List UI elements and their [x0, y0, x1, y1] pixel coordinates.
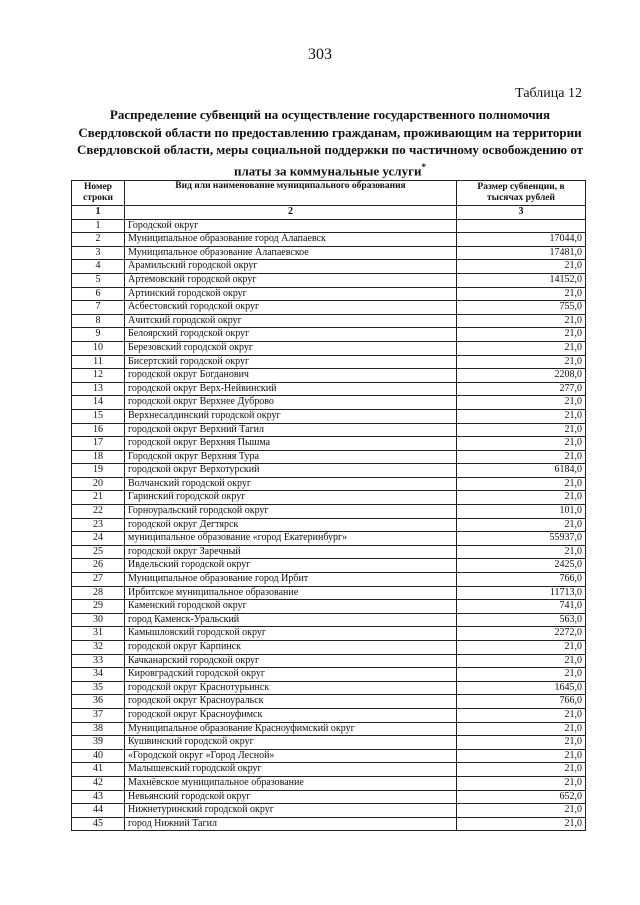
table-row — [72, 545, 586, 559]
subsidy-value: 741,0 — [457, 600, 586, 614]
subsidy-value: 21,0 — [457, 260, 586, 274]
row-number: 39 — [72, 736, 125, 750]
municipality-name: Горноуральский городской округ — [125, 505, 457, 519]
row-number: 13 — [72, 382, 125, 396]
municipality-name: Ивдельский городской округ — [125, 559, 457, 573]
subsidy-value: 21,0 — [457, 736, 586, 750]
municipality-name: Кировградский городской округ — [125, 668, 457, 682]
row-number: 33 — [72, 654, 125, 668]
row-number: 10 — [72, 341, 125, 355]
table-row — [72, 491, 586, 505]
table-row — [72, 355, 586, 369]
municipality-name: город Каменск-Уральский — [125, 613, 457, 627]
row-number: 30 — [72, 613, 125, 627]
municipality-name: Белоярский городской округ — [125, 328, 457, 342]
subsidy-value: 21,0 — [457, 341, 586, 355]
municipality-name: городской округ Верхнее Дуброво — [125, 396, 457, 410]
row-number: 32 — [72, 641, 125, 655]
row-number: 20 — [72, 477, 125, 491]
subsidy-value: 17044,0 — [457, 233, 586, 247]
subsidy-value: 11713,0 — [457, 586, 586, 600]
municipality-name: Муниципальное образование город Алапаевск — [125, 233, 457, 247]
subsidy-value: 21,0 — [457, 668, 586, 682]
subsidy-value: 21,0 — [457, 518, 586, 532]
row-number: 19 — [72, 464, 125, 478]
subsidy-value: 2208,0 — [457, 369, 586, 383]
row-number: 2 — [72, 233, 125, 247]
subsidy-value: 21,0 — [457, 817, 586, 831]
table-row — [72, 505, 586, 519]
municipality-name: городской округ Верхняя Пышма — [125, 437, 457, 451]
municipality-name: Волчанский городской округ — [125, 477, 457, 491]
row-number: 41 — [72, 763, 125, 777]
row-number: 42 — [72, 776, 125, 790]
municipality-name: Кушвинский городской округ — [125, 736, 457, 750]
municipality-name: Ачитский городской округ — [125, 314, 457, 328]
row-number: 38 — [72, 722, 125, 736]
municipality-name: Городской округ — [125, 219, 457, 233]
table-row — [72, 695, 586, 709]
row-number: 17 — [72, 437, 125, 451]
table-row — [72, 450, 586, 464]
municipality-name: Качканарский городской округ — [125, 654, 457, 668]
subsidy-value: 21,0 — [457, 776, 586, 790]
row-number: 29 — [72, 600, 125, 614]
table-row — [72, 627, 586, 641]
table-row — [72, 382, 586, 396]
header-row — [72, 181, 586, 206]
municipality-name: городской округ Краснотурьинск — [125, 681, 457, 695]
municipality-name: Березовский городской округ — [125, 341, 457, 355]
row-number: 3 — [72, 246, 125, 260]
subsidy-value: 21,0 — [457, 396, 586, 410]
subsidy-value: 755,0 — [457, 301, 586, 315]
municipality-name: городской округ Верх-Нейвинский — [125, 382, 457, 396]
municipality-name: Махнёвское муниципальное образование — [125, 776, 457, 790]
subsidy-value: 14152,0 — [457, 273, 586, 287]
subsidy-value: 21,0 — [457, 491, 586, 505]
row-number: 15 — [72, 409, 125, 423]
table-row — [72, 287, 586, 301]
municipality-name: Малышевский городской округ — [125, 763, 457, 777]
column-number: 1 — [72, 206, 125, 220]
municipality-name: городской округ Верхотурский — [125, 464, 457, 478]
subsidy-value: 277,0 — [457, 382, 586, 396]
municipality-name: Гаринский городской округ — [125, 491, 457, 505]
footnote-mark: * — [421, 161, 426, 172]
subsidy-value: 2272,0 — [457, 627, 586, 641]
row-number: 45 — [72, 817, 125, 831]
municipality-name: Городской округ Верхняя Тура — [125, 450, 457, 464]
subsidy-value: 2425,0 — [457, 559, 586, 573]
table-row — [72, 341, 586, 355]
table-row — [72, 273, 586, 287]
municipality-name: городской округ Красноуфимск — [125, 708, 457, 722]
municipality-name: Невьянский городской округ — [125, 790, 457, 804]
table-row — [72, 423, 586, 437]
subsidy-value: 766,0 — [457, 573, 586, 587]
subsidy-value: 21,0 — [457, 545, 586, 559]
row-number: 16 — [72, 423, 125, 437]
row-number: 27 — [72, 573, 125, 587]
table-row — [72, 654, 586, 668]
title-text: Распределение субвенций на осуществление государственного полномочия Свердловской области по предоставлению гражданам, проживающим на территории Свердловской области, меры социальной поддержки по частичному освобождению от платы за коммунальные услуги — [76, 107, 584, 178]
subsidy-value: 21,0 — [457, 722, 586, 736]
table-row — [72, 573, 586, 587]
subsidy-value: 1645,0 — [457, 681, 586, 695]
table-row — [72, 804, 586, 818]
municipality-name: Муниципальное образование Красноуфимский округ — [125, 722, 457, 736]
row-number: 36 — [72, 695, 125, 709]
row-number: 18 — [72, 450, 125, 464]
header-row-number: Номер строки — [72, 181, 125, 206]
municipality-name: муниципальное образование «город Екатеринбург» — [125, 532, 457, 546]
row-number: 1 — [72, 219, 125, 233]
row-number: 11 — [72, 355, 125, 369]
table-row — [72, 260, 586, 274]
subsidy-value: 17481,0 — [457, 246, 586, 260]
municipality-name: городской округ Красноуральск — [125, 695, 457, 709]
table-row — [72, 790, 586, 804]
municipality-name: город Нижний Тагил — [125, 817, 457, 831]
subsidy-value: 652,0 — [457, 790, 586, 804]
row-number: 6 — [72, 287, 125, 301]
row-number: 28 — [72, 586, 125, 600]
row-number: 37 — [72, 708, 125, 722]
municipality-name: городской округ Верхний Тагил — [125, 423, 457, 437]
table-row — [72, 736, 586, 750]
table-row — [72, 369, 586, 383]
header-subsidy-amount: Размер субвенции, в тысячах рублей — [457, 181, 586, 206]
table-row — [72, 219, 586, 233]
table-row — [72, 518, 586, 532]
subsidy-value: 21,0 — [457, 477, 586, 491]
subsidy-value: 101,0 — [457, 505, 586, 519]
municipality-name: «Городской округ «Город Лесной» — [125, 749, 457, 763]
row-number: 21 — [72, 491, 125, 505]
subsidy-value: 21,0 — [457, 287, 586, 301]
municipality-name: Ирбитское муниципальное образование — [125, 586, 457, 600]
row-number: 25 — [72, 545, 125, 559]
table-row — [72, 600, 586, 614]
municipality-name: Арамильский городской округ — [125, 260, 457, 274]
subsidy-value: 21,0 — [457, 804, 586, 818]
table-row — [72, 641, 586, 655]
table-row — [72, 396, 586, 410]
row-number: 14 — [72, 396, 125, 410]
table-row — [72, 681, 586, 695]
column-number: 2 — [125, 206, 457, 220]
row-number: 31 — [72, 627, 125, 641]
row-number: 24 — [72, 532, 125, 546]
table-row — [72, 532, 586, 546]
header-municipality: Вид или наименование муниципального образования — [125, 181, 457, 206]
table-row — [72, 817, 586, 831]
subsidy-value: 21,0 — [457, 423, 586, 437]
municipality-name: городской округ Дегтярск — [125, 518, 457, 532]
subsidy-value: 21,0 — [457, 450, 586, 464]
table-row — [72, 314, 586, 328]
municipality-name: Камышловский городской округ — [125, 627, 457, 641]
municipality-name: Нижнетуринский городской округ — [125, 804, 457, 818]
subsidy-value: 21,0 — [457, 654, 586, 668]
subsidy-table — [71, 180, 586, 831]
municipality-name: Артемовский городской округ — [125, 273, 457, 287]
municipality-name: городской округ Заречный — [125, 545, 457, 559]
municipality-name: Артинский городской округ — [125, 287, 457, 301]
row-number: 23 — [72, 518, 125, 532]
table-row — [72, 233, 586, 247]
subsidy-value: 21,0 — [457, 328, 586, 342]
table-row — [72, 246, 586, 260]
table-row — [72, 722, 586, 736]
row-number: 12 — [72, 369, 125, 383]
subsidy-value: 21,0 — [457, 409, 586, 423]
table-row — [72, 437, 586, 451]
municipality-name: Верхнесалдинский городской округ — [125, 409, 457, 423]
municipality-name: Каменский городской округ — [125, 600, 457, 614]
column-number: 3 — [457, 206, 586, 220]
municipality-name: Муниципальное образование Алапаевское — [125, 246, 457, 260]
table-row — [72, 301, 586, 315]
subsidy-value: 21,0 — [457, 749, 586, 763]
row-number: 34 — [72, 668, 125, 682]
subsidy-value: 766,0 — [457, 695, 586, 709]
table-row — [72, 708, 586, 722]
subsidy-value: 6184,0 — [457, 464, 586, 478]
subsidy-value: 21,0 — [457, 708, 586, 722]
table-row — [72, 613, 586, 627]
subsidy-value: 21,0 — [457, 763, 586, 777]
table-row — [72, 409, 586, 423]
table-row — [72, 464, 586, 478]
table-row — [72, 328, 586, 342]
table-row — [72, 559, 586, 573]
row-number: 7 — [72, 301, 125, 315]
row-number: 35 — [72, 681, 125, 695]
table-body — [72, 219, 586, 831]
row-number: 5 — [72, 273, 125, 287]
table-row — [72, 477, 586, 491]
table-label: Таблица 12 — [515, 86, 582, 101]
row-number: 26 — [72, 559, 125, 573]
table-row — [72, 776, 586, 790]
subsidy-value: 21,0 — [457, 355, 586, 369]
municipality-name: городской округ Богданович — [125, 369, 457, 383]
row-number: 44 — [72, 804, 125, 818]
row-number: 9 — [72, 328, 125, 342]
municipality-name: Асбестовский городской округ — [125, 301, 457, 315]
subsidy-value: 21,0 — [457, 641, 586, 655]
table-row — [72, 749, 586, 763]
table-row — [72, 668, 586, 682]
table-row — [72, 763, 586, 777]
row-number: 40 — [72, 749, 125, 763]
subsidy-value: 21,0 — [457, 437, 586, 451]
table-row — [72, 586, 586, 600]
column-number-row — [72, 206, 586, 220]
subsidy-value: 55937,0 — [457, 532, 586, 546]
row-number: 22 — [72, 505, 125, 519]
row-number: 43 — [72, 790, 125, 804]
subsidy-value: 21,0 — [457, 314, 586, 328]
document-title — [76, 106, 584, 179]
page-number: 303 — [308, 46, 332, 63]
row-number: 8 — [72, 314, 125, 328]
subsidy-value — [457, 219, 586, 233]
municipality-name: городской округ Карпинск — [125, 641, 457, 655]
row-number: 4 — [72, 260, 125, 274]
subsidy-value: 563,0 — [457, 613, 586, 627]
municipality-name: Муниципальное образование город Ирбит — [125, 573, 457, 587]
municipality-name: Бисертский городской округ — [125, 355, 457, 369]
